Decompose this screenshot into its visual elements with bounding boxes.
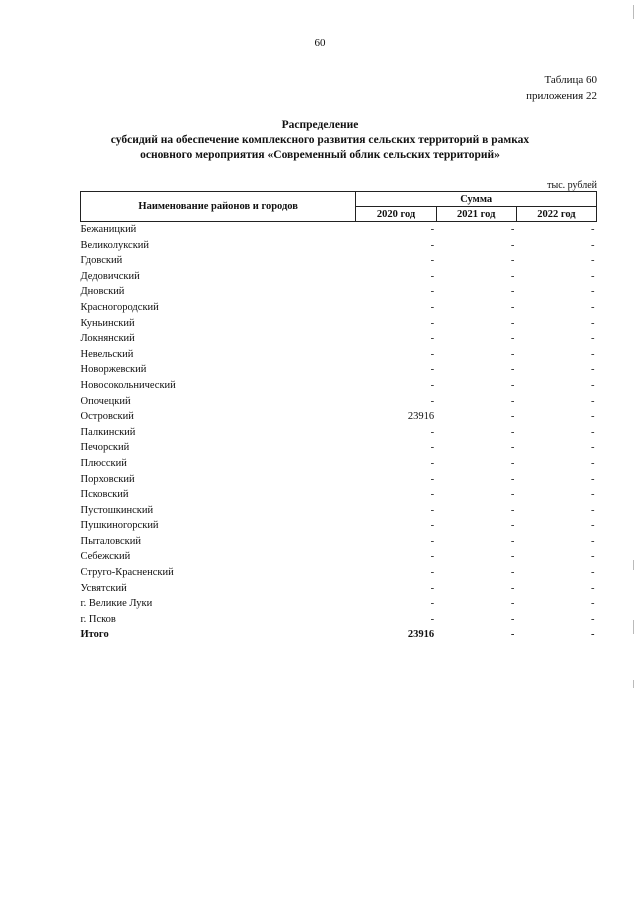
amount-2020: - [430,520,435,532]
table-body [81,222,597,644]
district-name: Островский [80,411,134,423]
total-row [81,627,597,643]
table-row [81,409,597,425]
column-header-sum: Сумма [356,192,597,207]
amount-2021: - [510,379,515,391]
table-row [81,238,597,254]
amount-2020: 23916 [407,629,435,641]
amount-2022: - [591,286,595,298]
amount-2021: - [510,317,515,329]
amount-2020: - [430,598,435,610]
table-row [81,316,597,332]
table-row [81,518,597,534]
amount-2021: - [510,364,515,376]
amount-2021: - [510,520,515,532]
amount-2020: - [430,333,435,345]
district-name: Невельский [80,348,134,360]
amount-2021: - [510,598,515,610]
amount-2022: - [591,348,595,360]
district-name: Себежский [80,551,131,563]
district-name: Плюсский [80,457,127,469]
district-name: Дновский [80,286,125,298]
heading-line-1: Распределение [281,119,359,131]
amount-2021: - [510,473,515,485]
amount-2020: - [430,301,435,313]
table-row [81,612,597,628]
district-name: Палкинский [80,426,136,438]
amount-2020: - [430,364,435,376]
amount-2022: - [591,504,595,516]
district-name: Усвятский [80,582,127,594]
amount-2022: - [591,411,595,423]
table-row [81,596,597,612]
amount-2020: - [430,426,435,438]
amount-2021: - [510,535,515,547]
scan-edge-mark [633,620,634,634]
amount-2022: - [591,473,595,485]
table-row [81,549,597,565]
table-row [81,534,597,550]
table-row [81,284,597,300]
table-reference [526,72,597,104]
district-name: Печорский [80,442,130,454]
table-row [81,565,597,581]
heading-line-3: основного мероприятия «Современный облик сельских территорий» [140,149,500,161]
scan-edge-mark [633,560,634,570]
amount-2022: - [591,567,595,579]
district-name: Пушкиногорский [80,520,159,532]
table-row [81,362,597,378]
table-row [81,487,597,503]
table-row [81,378,597,394]
amount-2020: - [430,535,435,547]
table-row [81,222,597,238]
amount-2020: - [430,379,435,391]
amount-2022: - [591,379,595,391]
amount-2021: - [510,504,515,516]
scan-edge-mark [633,5,634,19]
appendix-number: приложения 22 [526,90,597,102]
district-name: Красногородский [80,301,159,313]
amount-2020: - [430,473,435,485]
amount-2020: - [430,224,435,235]
amount-2021: - [510,426,515,438]
scan-edge-mark [633,680,634,688]
table-row [81,472,597,488]
district-name: Бежаницкий [80,224,137,235]
amount-2022: - [591,520,595,532]
table-row [81,269,597,285]
units-label: тыс. рублей [547,180,597,191]
table-row [81,456,597,472]
district-name: г. Псков [80,613,116,625]
amount-2021: - [510,629,515,641]
amount-2022: - [591,395,595,407]
amount-2021: - [510,395,515,407]
column-header-2022: 2022 год [516,207,596,222]
amount-2021: - [510,333,515,345]
district-name: Струго-Красненский [80,567,174,579]
amount-2022: - [591,426,595,438]
amount-2020: - [430,551,435,563]
table-row [81,503,597,519]
amount-2020: - [430,317,435,329]
district-name: г. Великие Луки [80,598,153,610]
amount-2022: - [591,301,595,313]
amount-2022: - [591,364,595,376]
table-row [81,253,597,269]
column-header-name: Наименование районов и городов [81,192,356,222]
document-heading [60,118,580,163]
subsidy-table [80,191,597,643]
amount-2022: - [591,224,595,235]
amount-2021: - [510,489,515,501]
district-name: Куньинский [80,317,135,329]
amount-2020: - [430,348,435,360]
amount-2020: - [430,457,435,469]
amount-2022: - [591,442,595,454]
district-name: Пыталовский [80,535,141,547]
heading-line-2: субсидий на обеспечение комплексного развития сельских территорий в рамках [110,134,530,146]
amount-2022: - [591,270,595,282]
amount-2021: - [510,582,515,594]
district-name: Великолукский [80,239,150,251]
amount-2021: - [510,301,515,313]
amount-2020: - [430,504,435,516]
amount-2021: - [510,551,515,563]
amount-2021: - [510,255,515,267]
amount-2021: - [510,348,515,360]
amount-2020: - [430,442,435,454]
amount-2021: - [510,239,515,251]
district-name: Гдовский [80,255,123,267]
amount-2021: - [510,224,515,235]
amount-2020: - [430,239,435,251]
amount-2020: - [430,613,435,625]
district-name: Новосокольнический [80,379,176,391]
table-row [81,440,597,456]
table-row [81,425,597,441]
amount-2021: - [510,442,515,454]
amount-2020: - [430,567,435,579]
district-name: Порховский [80,473,135,485]
amount-2020: - [430,582,435,594]
amount-2021: - [510,286,515,298]
amount-2020: - [430,489,435,501]
amount-2021: - [510,567,515,579]
district-name: Дедовичский [80,270,140,282]
district-name: Локнянский [80,333,135,345]
table-row [81,331,597,347]
district-name: Новоржевский [80,364,147,376]
amount-2022: - [591,489,595,501]
amount-2021: - [510,457,515,469]
amount-2022: - [591,535,595,547]
amount-2020: - [430,255,435,267]
table-row [81,394,597,410]
amount-2022: - [591,613,595,625]
amount-2022: - [591,239,595,251]
total-label: Итого [80,629,109,641]
table-number: Таблица 60 [544,74,597,86]
amount-2020: - [430,286,435,298]
table-row [81,300,597,316]
amount-2020: 23916 [407,411,435,423]
page-number: 60 [314,37,326,49]
table-row [81,347,597,363]
amount-2020: - [430,270,435,282]
amount-2020: - [430,395,435,407]
amount-2022: - [591,317,595,329]
amount-2022: - [591,255,595,267]
amount-2022: - [591,333,595,345]
district-name: Пустошкинский [80,504,154,516]
amount-2022: - [591,457,595,469]
amount-2021: - [510,270,515,282]
amount-2021: - [510,411,515,423]
amount-2021: - [510,613,515,625]
amount-2022: - [591,629,595,641]
district-name: Опочецкий [80,395,131,407]
amount-2022: - [591,551,595,563]
district-name: Псковский [80,489,129,501]
amount-2022: - [591,582,595,594]
amount-2022: - [591,598,595,610]
column-header-2020: 2020 год [356,207,436,222]
table-row [81,581,597,597]
column-header-2021: 2021 год [436,207,516,222]
